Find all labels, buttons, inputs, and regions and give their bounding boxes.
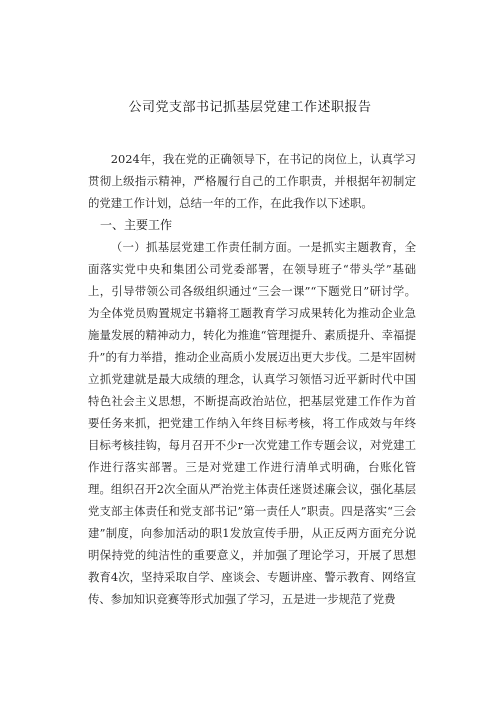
- section-1-paragraph: （一）抓基层党建工作责任制方面。一是抓实主题教育，全面落实党中央和集团公司党委部署，在领导班子“带头学”基础上，引导带领公司各级组织通过“三会一课”“下题党日”研讨学。为全体党员购置规定书籍将工题教育学习成果转化为推动企业急施量发展的精神动力，转化为推進“管理提升、素质提升、幸福提升”的有力举措，推动企业高质小发展迈出更大步伐。二是牢固树立抓党建就是最大成绩的理念，认真学习领悟习近平新时代中国特色社会主义思想，不断提高政治站位，把基层党建工作作为首要任务来抓，把党建工作纳入年终目标考核，将工作成效与年终目标考核挂钩，每月召开不少r一次党建工作专题会议，对党建工作进行落实部署。三是对党建工作进行清单式明确，台账化管理。组织召开2次全面从严治党主体责任迷贤述廉会议，强化基层党支部主体责任和党支部书记”第一责任人”职责。四是落实“三会建”制度，向参加活动的职1发放宣传手册，从正反两方面充分说明保持党的纯洁性的重要意义，并加强了理论学习，开展了思想教育4次，坚持采取自学、座谈会、专题讲座、警示教育、网络宣传、参加知识竞赛等形式加强了学习，五是进一步规范了党费: [88, 240, 416, 606]
- document-title: 公司党支部书记抓基层党建工作述职报告: [128, 100, 372, 115]
- intro-paragraph: 2024年，我在党的正确领导下，在书记的岗位上，认真学习贯彻上级指示精神，严格履行自己的工作职责，并根据年初制定的党建工作计划，总结一年的工作，在此我作以下述职。: [88, 152, 416, 210]
- section-heading-main-work: 一、主要工作: [100, 218, 173, 232]
- document-body: [88, 148, 416, 610]
